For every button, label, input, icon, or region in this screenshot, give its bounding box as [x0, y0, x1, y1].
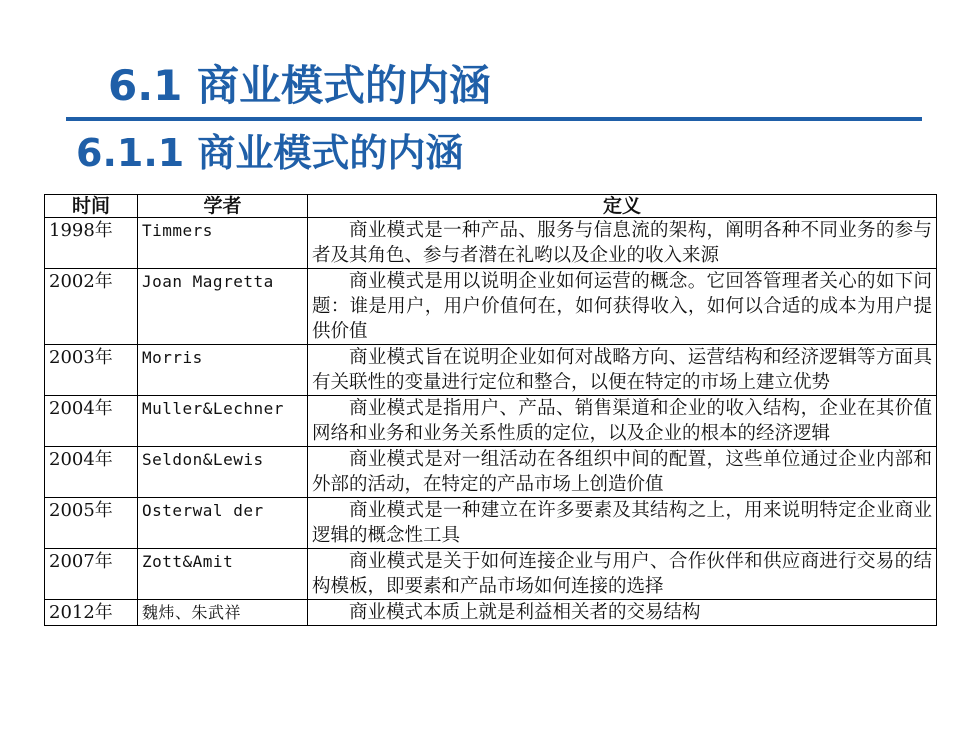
table-body	[45, 218, 937, 626]
cell-definition: 商业模式是一种产品、服务与信息流的架构，阐明各种不同业务的参与者及其角色、参与者潜在礼哟以及企业的收入来源	[308, 218, 937, 269]
cell-definition: 商业模式旨在说明企业如何对战略方向、运营结构和经济逻辑等方面具有关联性的变量进行定位和整合，以便在特定的市场上建立优势	[308, 345, 937, 396]
cell-year: 2002年	[45, 269, 138, 345]
cell-year: 2004年	[45, 447, 138, 498]
table-row	[45, 549, 937, 600]
section-subtitle: 6.1.1 商业模式的内涵	[76, 131, 464, 175]
cell-scholar: Morris	[138, 345, 308, 396]
cell-definition: 商业模式是关于如何连接企业与用户、合作伙伴和供应商进行交易的结构模板，即要素和产品市场如何连接的选择	[308, 549, 937, 600]
table-row	[45, 345, 937, 396]
cell-scholar: Seldon&Lewis	[138, 447, 308, 498]
cell-scholar: Zott&Amit	[138, 549, 308, 600]
cell-year: 2012年	[45, 600, 138, 626]
table-row	[45, 447, 937, 498]
definition-table	[44, 194, 937, 626]
cell-definition: 商业模式是指用户、产品、销售渠道和企业的收入结构，企业在其价值网络和业务和业务关系性质的定位，以及企业的根本的经济逻辑	[308, 396, 937, 447]
cell-scholar: Joan Magretta	[138, 269, 308, 345]
header-definition: 定义	[308, 195, 937, 218]
cell-scholar: 魏炜、朱武祥	[138, 600, 308, 626]
table-row	[45, 600, 937, 626]
table-row	[45, 498, 937, 549]
cell-year: 2005年	[45, 498, 138, 549]
cell-scholar: Osterwal der	[138, 498, 308, 549]
header-time: 时间	[45, 195, 138, 218]
title-divider	[66, 117, 922, 121]
cell-definition: 商业模式是用以说明企业如何运营的概念。它回答管理者关心的如下问题：谁是用户，用户价值何在，如何获得收入，如何以合适的成本为用户提供价值	[308, 269, 937, 345]
table-row	[45, 396, 937, 447]
page-title: 6.1 商业模式的内涵	[108, 61, 492, 110]
cell-year: 2003年	[45, 345, 138, 396]
table-header	[45, 195, 937, 218]
cell-definition: 商业模式本质上就是利益相关者的交易结构	[308, 600, 937, 626]
cell-definition: 商业模式是对一组活动在各组织中间的配置，这些单位通过企业内部和外部的活动，在特定的产品市场上创造价值	[308, 447, 937, 498]
cell-year: 2007年	[45, 549, 138, 600]
cell-definition: 商业模式是一种建立在许多要素及其结构之上，用来说明特定企业商业逻辑的概念性工具	[308, 498, 937, 549]
cell-scholar: Muller&Lechner	[138, 396, 308, 447]
table-header-row	[45, 195, 937, 218]
table-row	[45, 218, 937, 269]
cell-scholar: Timmers	[138, 218, 308, 269]
table-row	[45, 269, 937, 345]
cell-year: 2004年	[45, 396, 138, 447]
header-scholar: 学者	[138, 195, 308, 218]
cell-year: 1998年	[45, 218, 138, 269]
